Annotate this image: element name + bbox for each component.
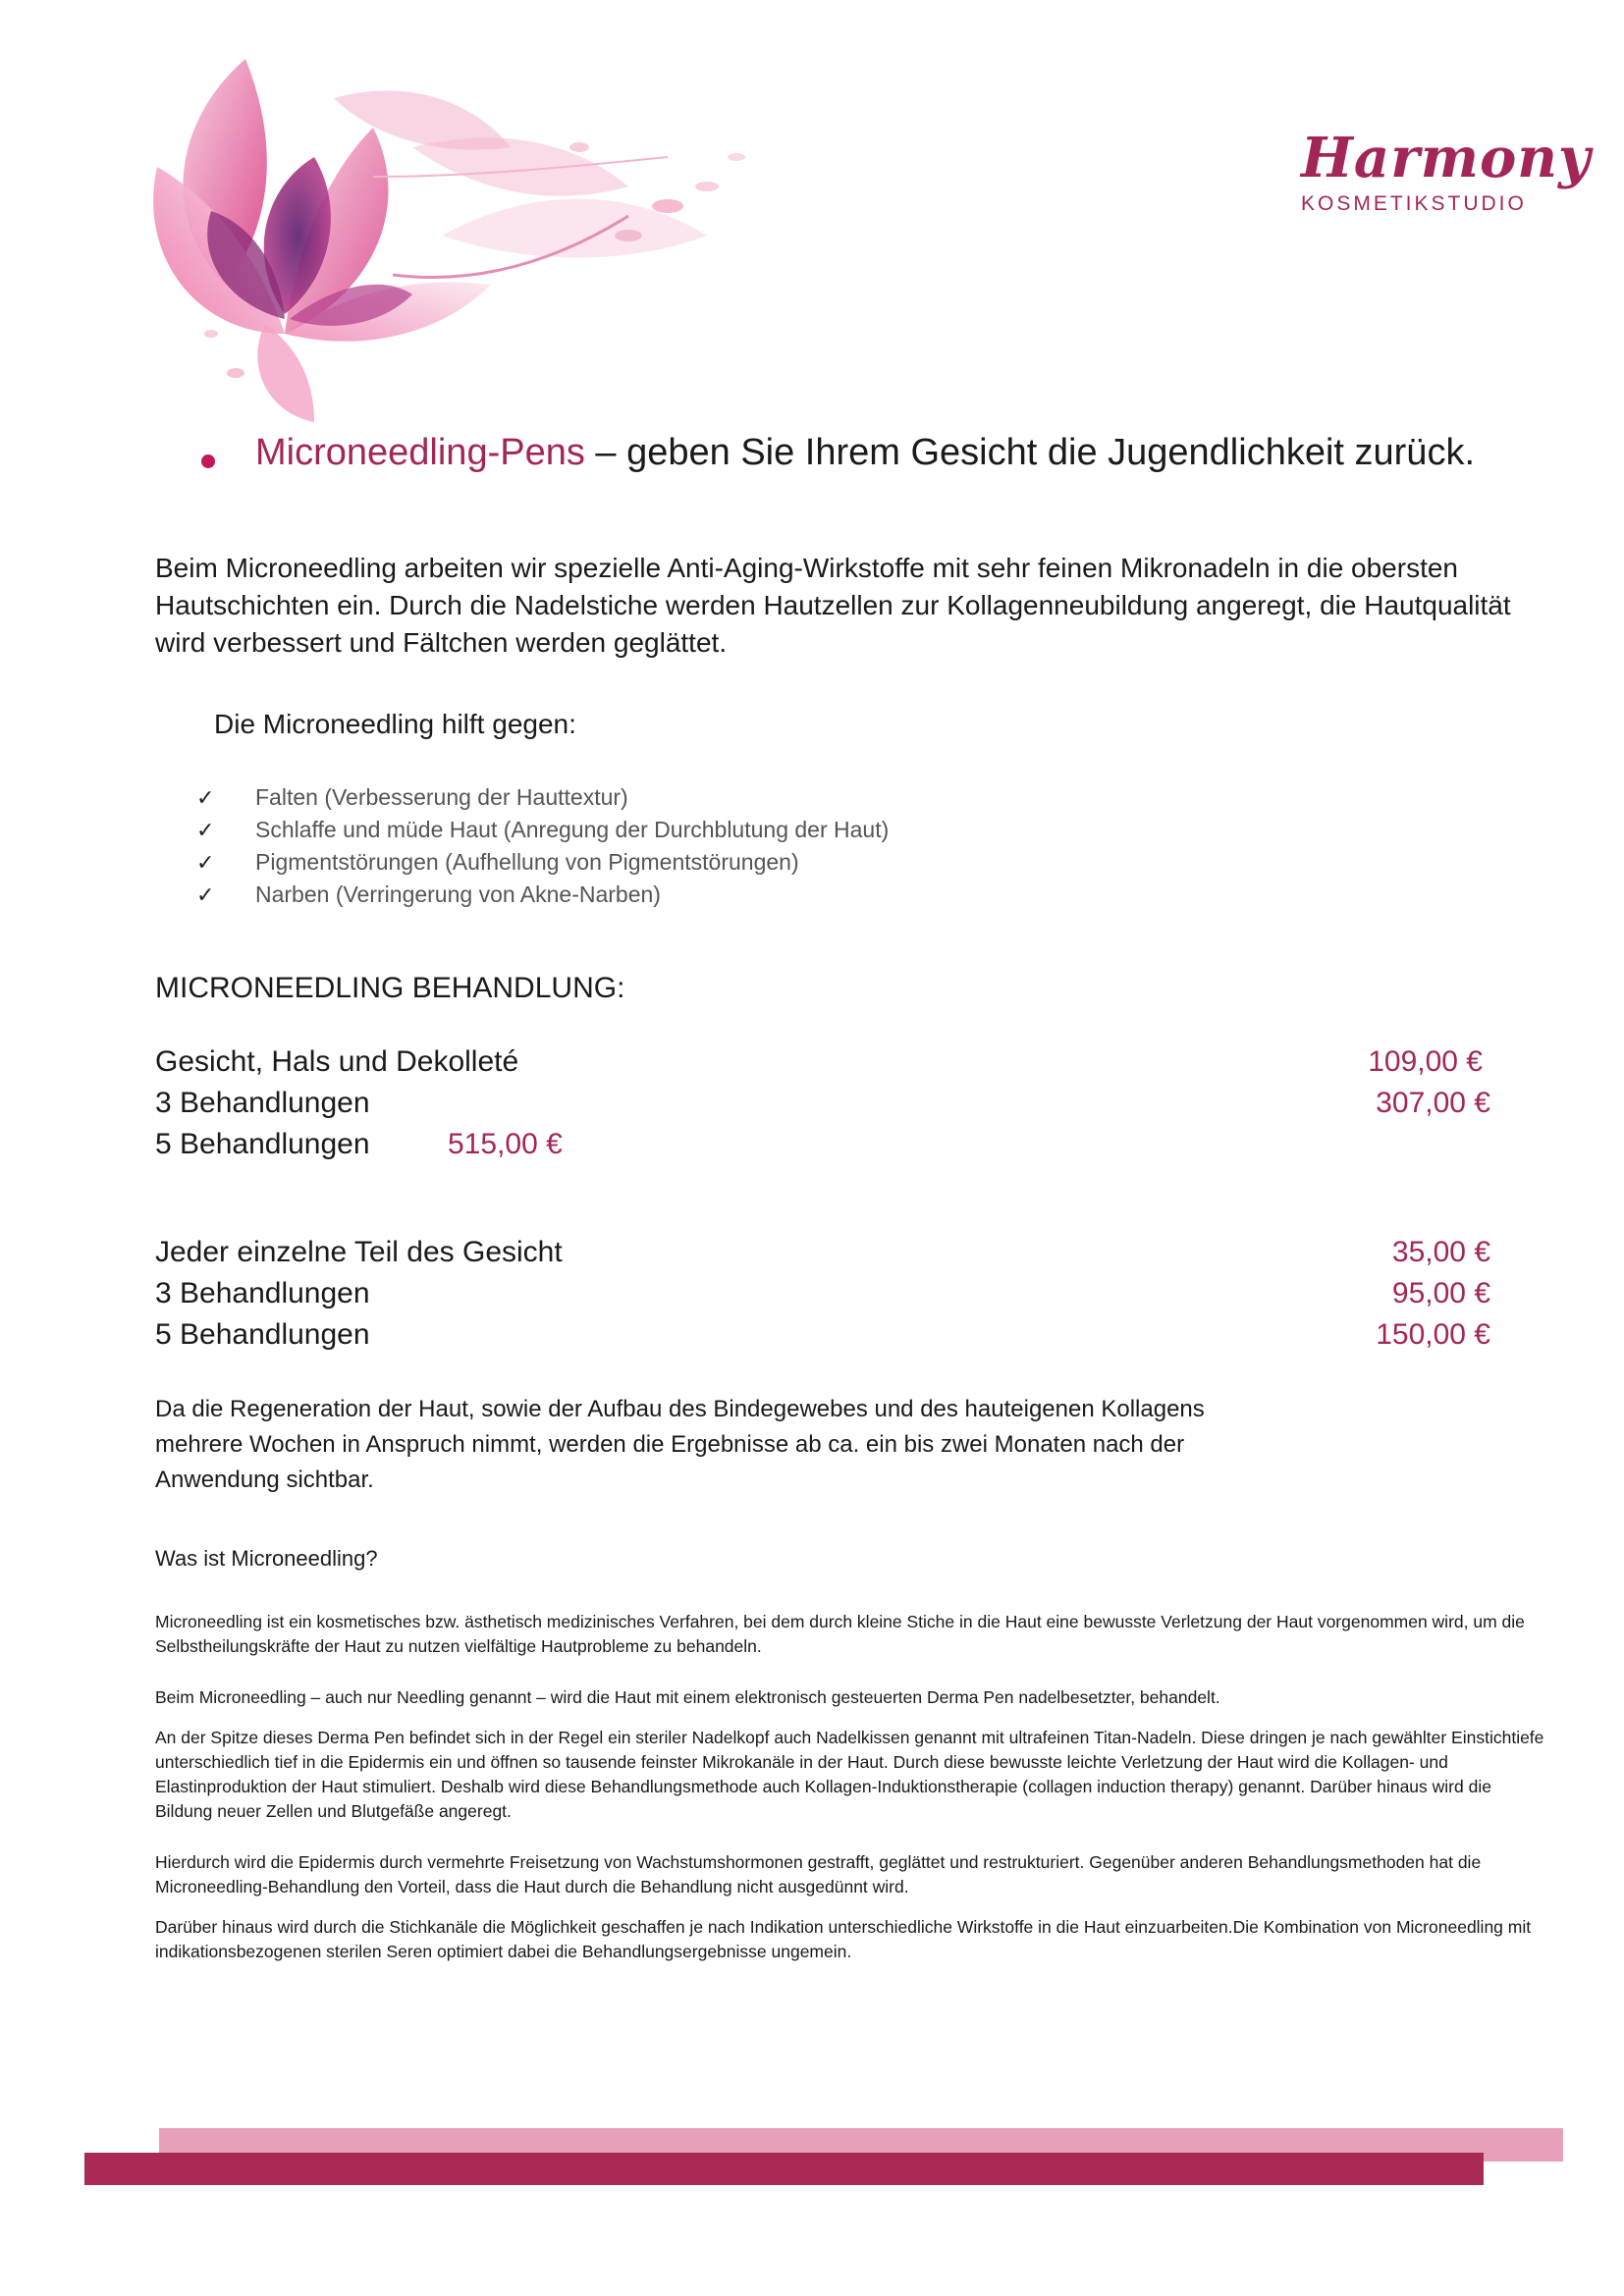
- info-paragraph: An der Spitze dieses Derma Pen befindet sich in der Regel ein steriler Nadelkopf auch Nadelkissen genannt mit ultrafeinen Titan-Nadeln. Diese dringen je nach gewählter Einstichtiefe unterschiedlich tief in die Epidermis ein und öffnen so tausende feinster Mikrokanäle in der Haut. Durch diese bewusste leichte Verletzung der Haut wird die Kollagen- und Elastinproduktion der Haut stimuliert. Deshalb wird diese Behandlungsmethode auch Kollagen-Induktionstherapie (collagen induction therapy) genannt. Darüber hinaus wird die Bildung neuer Zellen und Blutgefäße angeregt.: [155, 1728, 1544, 1821]
- list-item: [196, 846, 889, 879]
- headline: [201, 432, 1475, 474]
- benefit-text: Schlaffe und müde Haut (Anregung der Durchblutung der Haut): [255, 817, 890, 842]
- price-value: 307,00 €: [1376, 1087, 1490, 1119]
- bullet-icon: [201, 454, 215, 468]
- what-is-title: Was ist Microneedling?: [155, 1546, 378, 1571]
- price-row: [155, 1087, 1490, 1128]
- section-title: MICRONEEDLING BEHANDLUNG:: [155, 972, 625, 1004]
- check-icon: ✓: [196, 785, 215, 810]
- benefits-title: Die Microneedling hilft gegen:: [214, 709, 576, 739]
- headline-rest: – geben Sie Ihrem Gesicht die Jugendlichkeit zurück.: [584, 432, 1475, 473]
- price-value: 515,00 €: [448, 1128, 563, 1160]
- intro-paragraph: Beim Microneedling arbeiten wir spezielle Anti-Aging-Wirkstoffe mit sehr feinen Mikronadeln in die obersten Hautschichten ein. Durch die Nadelstiche werden Hautzellen zur Kollagenneubildung angeregt, die Hautqualität wird verbessert und Fältchen werden geglättet.: [155, 553, 1511, 658]
- info-paragraph: Beim Microneedling – auch nur Needling genannt – wird die Haut mit einem elektronisch gesteuerten Derma Pen nadelbesetzter, behandelt.: [155, 1687, 1220, 1707]
- check-icon: ✓: [196, 818, 215, 842]
- price-label: 3 Behandlungen: [155, 1277, 370, 1309]
- result-note: Da die Regeneration der Haut, sowie der Aufbau des Bindegewebes und des hauteigenen Kollagens mehrere Wochen in Anspruch nimmt, werden die Ergebnisse ab ca. ein bis zwei Monaten nach der Anwendung sichtbar.: [155, 1396, 1205, 1493]
- logo-subtitle: KOSMETIKSTUDIO: [1301, 192, 1527, 215]
- list-item: [196, 781, 889, 814]
- price-label: 3 Behandlungen: [155, 1087, 370, 1119]
- price-label: 5 Behandlungen: [155, 1128, 370, 1160]
- info-paragraph: Microneedling ist ein kosmetisches bzw. ästhetisch medizinisches Verfahren, bei dem durch kleine Stiche in die Haut eine bewusste Verletzung der Haut vorgenommen wird, um die Selbstheilungskräfte der Haut zu nutzen vielfältige Hautprobleme zu behandeln.: [155, 1612, 1525, 1656]
- price-value: 150,00 €: [1376, 1318, 1490, 1351]
- price-row: [155, 1128, 1490, 1169]
- benefit-text: Falten (Verbesserung der Hauttextur): [255, 784, 628, 810]
- price-value: 109,00 €: [1368, 1045, 1483, 1078]
- price-value: 95,00 €: [1391, 1277, 1490, 1309]
- benefits-list: [196, 781, 889, 911]
- price-row: [155, 1318, 1490, 1360]
- price-row: [155, 1236, 1490, 1277]
- price-label: Gesicht, Hals und Dekolleté: [155, 1045, 519, 1078]
- check-icon: ✓: [196, 882, 215, 907]
- price-value: 35,00 €: [1391, 1236, 1490, 1268]
- list-item: [196, 814, 889, 846]
- price-row: [155, 1277, 1490, 1318]
- logo-script: Harmony: [1301, 126, 1592, 190]
- footer-bar-dark: [84, 2153, 1484, 2185]
- info-paragraph: Hierdurch wird die Epidermis durch vermehrte Freisetzung von Wachstumshormonen gestrafft, geglättet und restrukturiert. Gegenüber anderen Behandlungsmethoden hat die Microneedling-Behandlung den Vorteil, dass die Haut durch die Behandlung nicht ausgedünnt wird.: [155, 1852, 1482, 1896]
- benefit-text: Narben (Verringerung von Akne-Narben): [255, 881, 661, 907]
- price-label: 5 Behandlungen: [155, 1318, 370, 1351]
- price-row: [155, 1045, 1490, 1087]
- flower-illustration: [118, 39, 785, 432]
- check-icon: ✓: [196, 850, 215, 875]
- list-item: [196, 879, 889, 911]
- info-paragraph: Darüber hinaus wird durch die Stichkanäle die Möglichkeit geschaffen je nach Indikation unterschiedliche Wirkstoffe in die Haut einzuarbeiten.Die Kombination von Microneedling mit indikationsbezogenen sterilen Seren optimiert dabei die Behandlungsergebnisse ungemein.: [155, 1917, 1532, 1961]
- benefit-text: Pigmentstörungen (Aufhellung von Pigmentstörungen): [255, 849, 799, 875]
- price-label: Jeder einzelne Teil des Gesicht: [155, 1236, 563, 1268]
- headline-accent: Microneedling-Pens: [255, 432, 585, 473]
